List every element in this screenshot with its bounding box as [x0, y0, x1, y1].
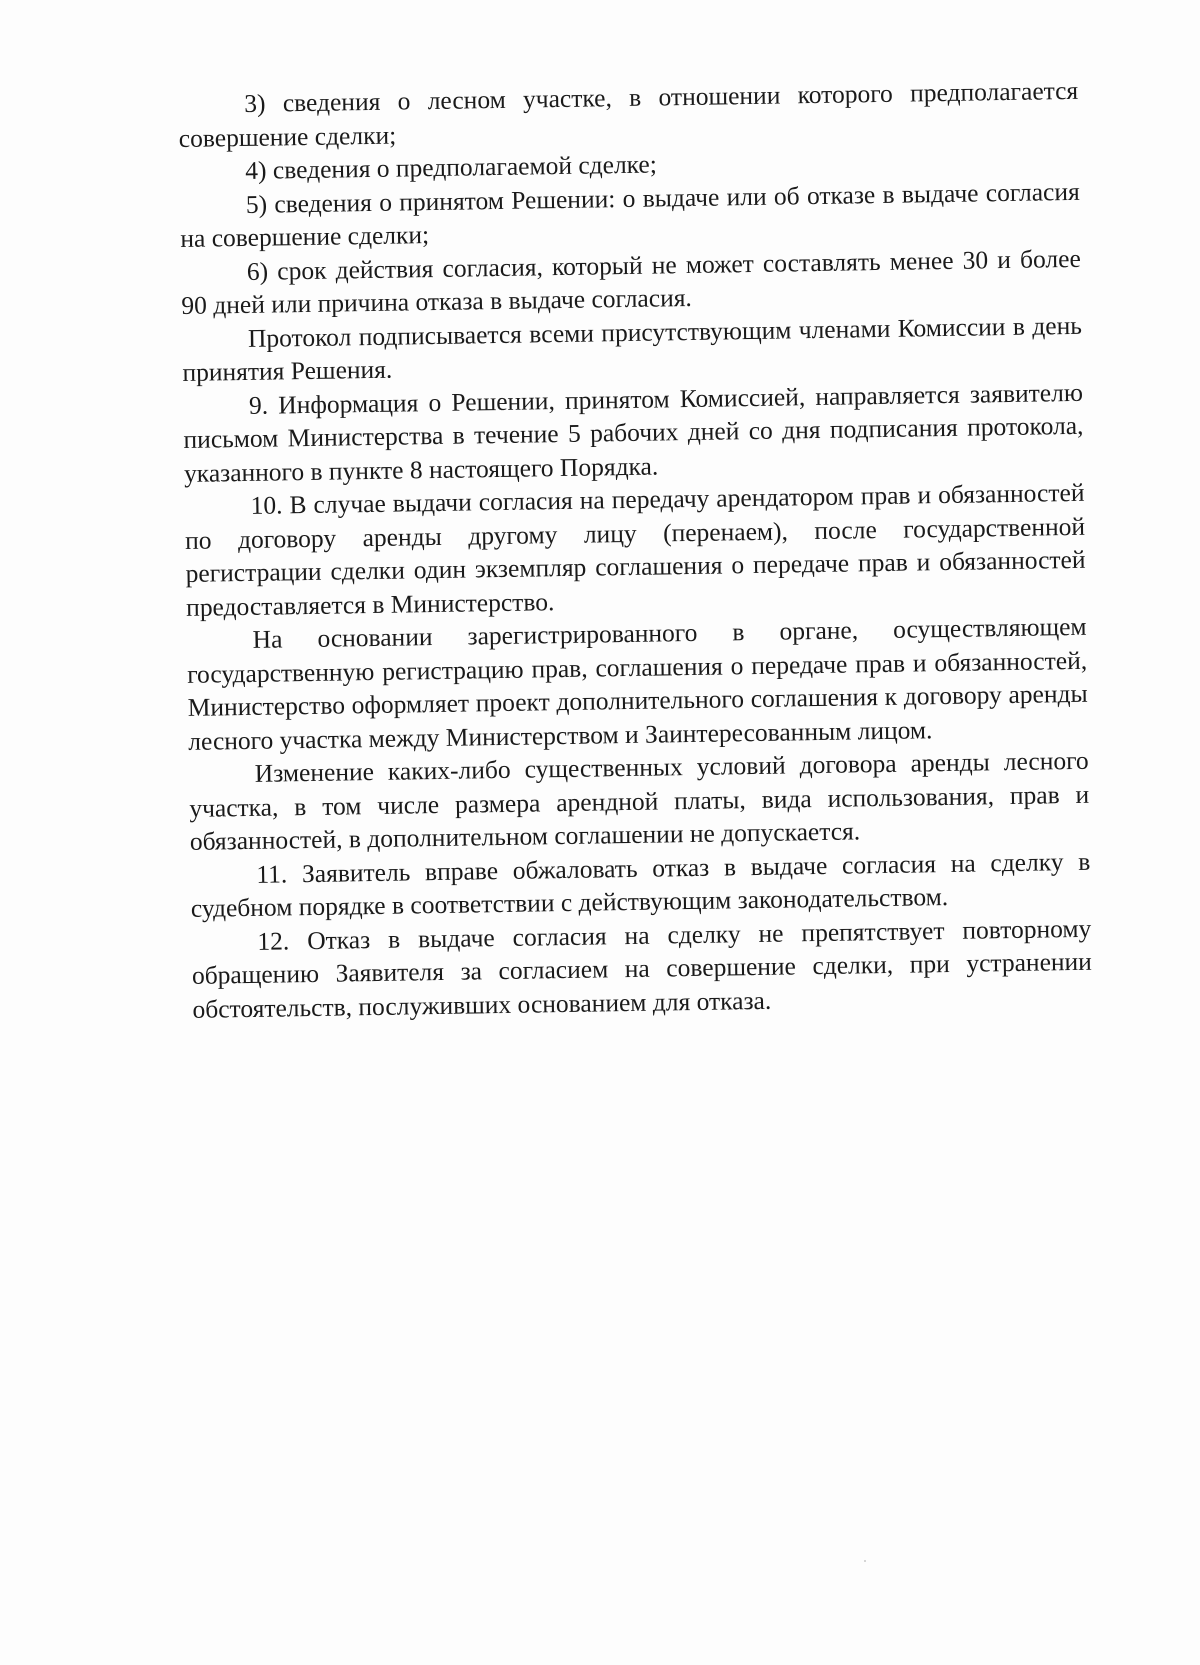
clause-10-amendment-note: Изменение каких-либо существенных условий договора аренды лесного участка, в том числе размера арендной платы, вида использования, прав и обязанностей, в дополнительном соглашении не допускается.	[189, 745, 1090, 856]
clause-10-continuation: На основании зарегистрированного в органе, осуществляющем государственную регистрацию прав, соглашения о передаче прав и обязанностей, Министерство оформляет проект дополнительного соглашения к договору аренды лесного участка между Министерством и Заинтересованным лицом.	[186, 611, 1088, 756]
protocol-paragraph: Протокол подписывается всеми присутствующим членами Комиссии в день принятия Решения.	[182, 310, 1083, 387]
list-item-6: 6) срок действия согласия, который не может составлять менее 30 и более 90 дней или причина отказа в выдаче согласия.	[181, 243, 1082, 320]
clause-12: 12. Отказ в выдаче согласия на сделку не препятствует повторному обращению Заявителя за согласием на совершение сделки, при устранении обстоятельств, послуживших основанием для отказа.	[191, 913, 1093, 1024]
scan-speck	[864, 1560, 866, 1562]
list-item-5: 5) сведения о принятом Решении: о выдаче или об отказе в выдаче согласия на совершение сделки;	[180, 176, 1080, 253]
clause-11: 11. Заявитель вправе обжаловать отказ в выдаче согласия на сделку в судебном порядке в соответствии с действующим законодательством.	[190, 846, 1091, 923]
clause-10: 10. В случае выдачи согласия на передачу арендатором прав и обязанностей по договору аренды другому лицу (перенаем), после государственной регистрации сделки один экземпляр соглашения о передаче прав и обязанностей предоставляется в Министерство.	[184, 477, 1086, 622]
list-item-4: 4) сведения о предполагаемой сделке;	[245, 149, 658, 185]
document-body	[178, 74, 1093, 1026]
clause-9: 9. Информация о Решении, принятом Комиссией, направляется заявителю письмом Министерства в течение 5 рабочих дней со дня подписания протокола, указанного в пункте 8 настоящего Порядка.	[183, 377, 1084, 488]
list-item-3: 3) сведения о лесном участке, в отношении которого предполагается совершение сделки;	[178, 75, 1079, 153]
